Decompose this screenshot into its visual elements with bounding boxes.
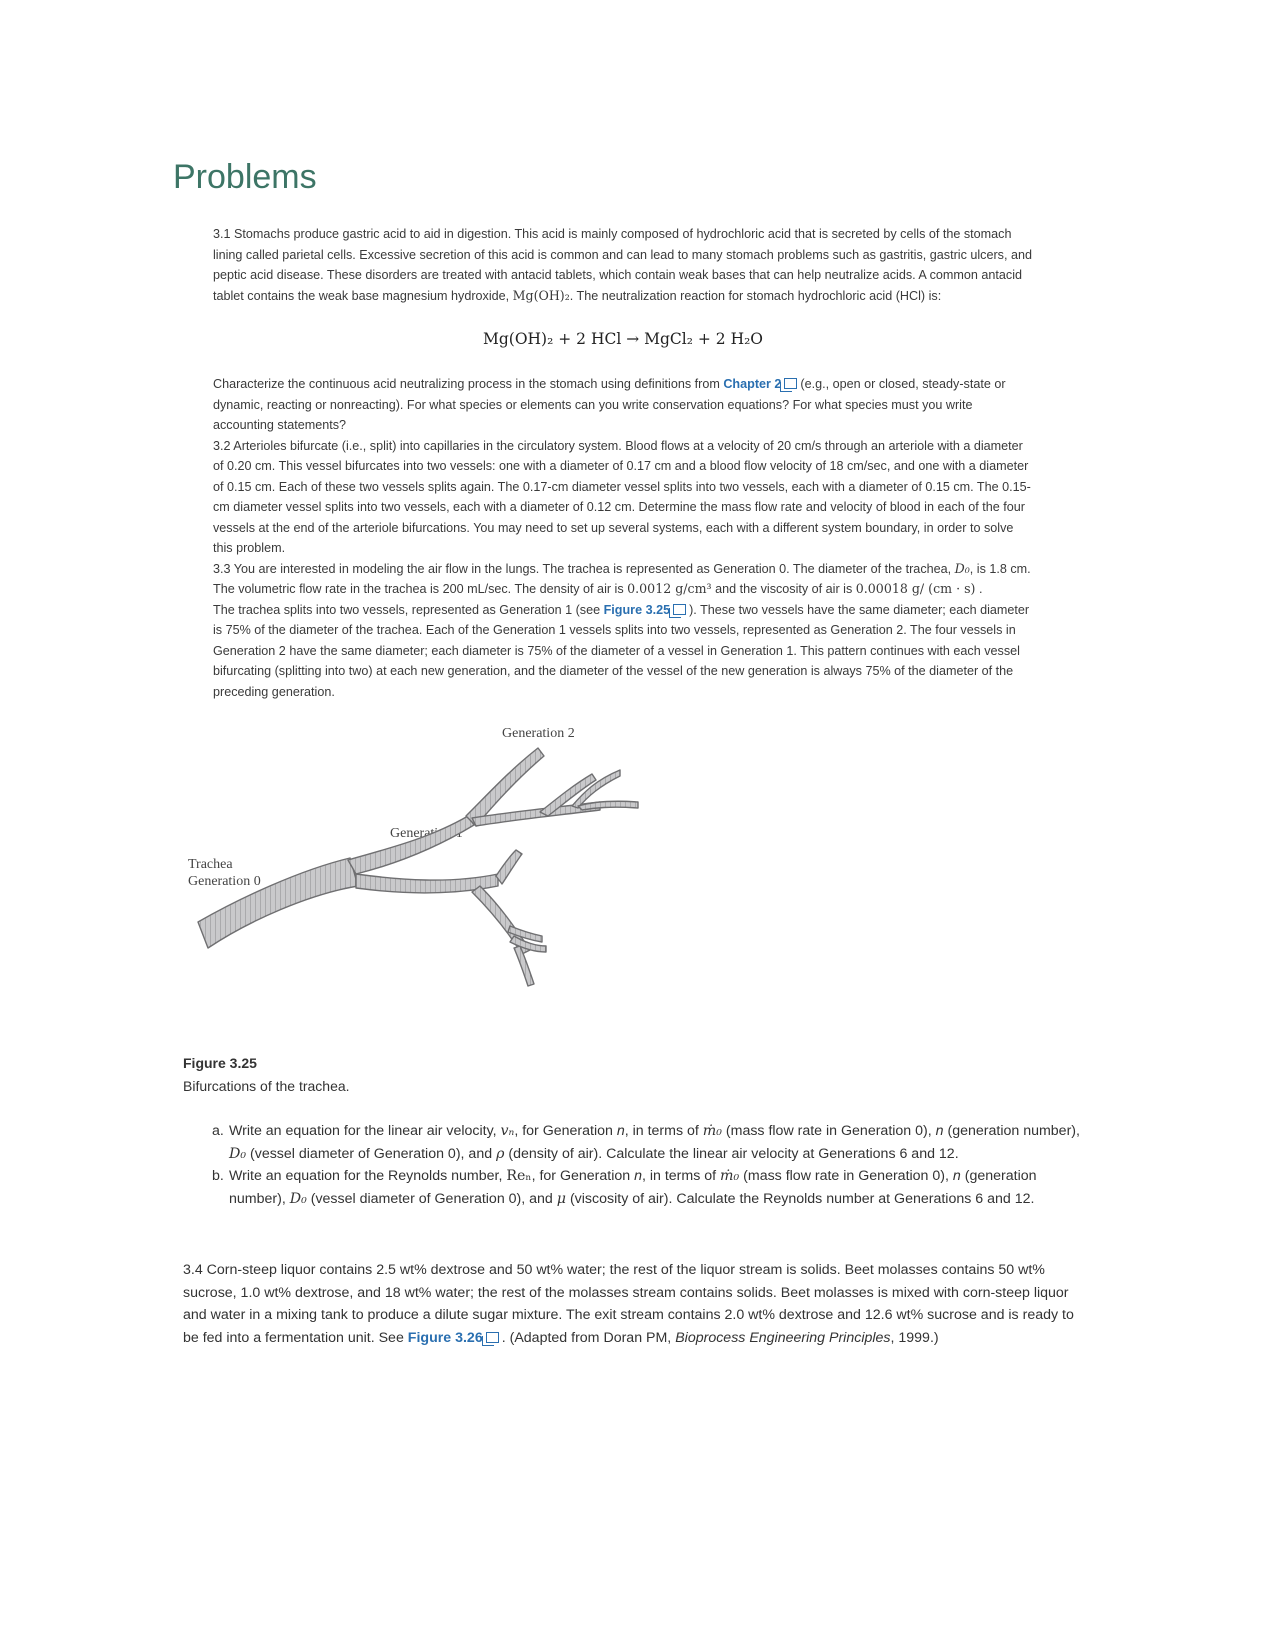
problem-3-4-text: 3.4 Corn-steep liquor contains 2.5 wt% dextrose and 50 wt% water; the rest of the liquor stream is solids. Beet molasses contains 50 wt% sucrose, 1.0 wt% dextrose, and 18 wt% water; the rest of the molasses stream contains solids. Beet molasses is mixed with corn-steep liquor and water in a mixing tank to produce a dilute sugar mixture. The exit stream contains 2.0 wt% dextrose and 12.6 wt% sucrose and is ready to be fed into a fermentation unit. See Figure 3.26 . (Adapted from Doran PM, Bioprocess Engineering Principles, 1999.) bbox=[183, 1262, 1074, 1346]
formula-mg-oh2: Mg(OH)₂ bbox=[512, 287, 570, 303]
external-link-icon[interactable] bbox=[784, 378, 797, 389]
label-trachea: Trachea bbox=[188, 857, 233, 872]
figure-3-25-link[interactable]: Figure 3.25 bbox=[603, 602, 671, 617]
label-generation-0: Generation 0 bbox=[188, 874, 261, 889]
d0-symbol: D₀ bbox=[954, 560, 970, 576]
chapter-2-link[interactable]: Chapter 2 bbox=[723, 377, 782, 391]
label-generation-2: Generation 2 bbox=[502, 726, 575, 741]
subquestion-list bbox=[212, 1120, 1082, 1210]
density-value: 0.0012 g/cm³ bbox=[627, 581, 712, 596]
equation-block bbox=[213, 329, 1033, 353]
problem-3-2-text: 3.2 Arterioles bifurcate (i.e., split) into capillaries in the circulatory system. Blood flows at a velocity of 20 cm/s through an arteriole with a diameter of 0.20 cm. This vessel bifurcates into two vessels: one with a diameter of 0.17 cm and a blood flow velocity of 18 cm/sec, and one with a diameter of 0.15 cm. Each of these two vessels splits again. The 0.17-cm diameter vessel splits into two vessels, each with a diameter of 0.15 cm. The 0.15-cm diameter vessel splits into two vessels, each with a diameter of 0.12 cm. Determine the mass flow rate and velocity of blood in each of the four vessels at the end of the arteriole bifurcations. You may need to set up several systems, each with a different system boundary, in order to solve this problem. bbox=[213, 438, 1031, 555]
external-link-icon[interactable] bbox=[673, 604, 686, 615]
problem-3-3-para2: The trachea splits into two vessels, represented as Generation 1 (see Figure 3.25 ). These two vessels have the same diameter; each diameter is 75% of the diameter of the trachea. Each of the Generation 1 vessels splits into two vessels, represented as Generation 2. The four vessels in Generation 2 have the same diameter; each diameter is 75% of the diameter of a vessel in Generation 1. This pattern continues with each vessel bifurcating (splitting into two) at each new generation, and the diameter of the vessel of the new generation is always 75% of the diameter of the preceding generation. bbox=[213, 602, 1030, 699]
list-item: b. Write an equation for the Reynolds number, Reₙ, for Generation n, in terms of ṁ₀ (mass flow rate in Generation 0), n (generation number), D₀ (vessel diameter of Generation 0), and μ (viscosity of air). Calculate the Reynolds number at Generations 6 and 12. bbox=[212, 1168, 1037, 1207]
external-link-icon[interactable] bbox=[486, 1332, 499, 1343]
problem-3-1-question: Characterize the continuous acid neutralizing process in the stomach using definitions from Chapter 2 (e.g., open or closed, steady-state or dynamic, reacting or nonreacting). For what species or elements can you write conservation equations? For what species must you write accounting statements? 3.2 Arterioles bifurcate (i.e., split) into capillaries in the circulatory system. Blood flows at a velocity of 20 cm/s through an arteriole with a diameter of 0.20 cm. This vessel bifurcates into two vessels: one with a diameter of 0.17 cm and a blood flow velocity of 18 cm/sec, and one with a diameter of 0.15 cm. Each of these two vessels splits again. The 0.17-cm diameter vessel splits into two vessels, each with a diameter of 0.15 cm. The 0.15-cm diameter vessel splits into two vessels, each with a diameter of 0.12 cm. Determine the mass flow rate and velocity of blood in each of the four vessels at the end of the arteriole bifurcations. You may need to set up several systems, each with a different system boundary, in order to solve this problem. 3.3 You are interested in modeling the air flow in the lungs. The trachea is represented as Generation 0. The diameter of the trachea, D₀, is 1.8 cm. The volumetric flow rate in the trachea is 200 mL/sec. The density of air is 0.0012 g/cm³ and the viscosity of air is 0.00018 g/ (cm · s) . The trachea splits into two vessels, represented as Generation 1 (see Figure 3.25 ). These two vessels have the same diameter; each diameter is 75% of the diameter of the trachea. Each of the Generation 1 vessels splits into two vessels, represented as Generation 2. The four vessels in Generation 2 have the same diameter; each diameter is 75% of the diameter of a vessel in Generation 1. This pattern continues with each vessel bifurcating (splitting into two) at each new generation, and the diameter of the vessel of the new generation is always 75% of the diameter of the preceding generation. bbox=[213, 374, 1033, 702]
branch-gen3-c bbox=[578, 801, 638, 810]
trachea-bifurcation-figure bbox=[180, 726, 620, 1015]
list-item: a. Write an equation for the linear air velocity, vₙ, for Generation n, in terms of ṁ₀ (mass flow rate in Generation 0), n (generation number), D₀ (vessel diameter of Generation 0), and ρ (density of air). Calculate the linear air velocity at Generations 6 and 12. bbox=[212, 1123, 1080, 1162]
figure-caption-text: Bifurcations of the trachea. bbox=[183, 1078, 350, 1094]
page-title: Problems bbox=[173, 158, 317, 196]
label-generation-1: Generation 1 bbox=[390, 826, 463, 841]
viscosity-value: 0.00018 g/ (cm · s) bbox=[855, 581, 976, 596]
figure-caption-title: Figure 3.25 bbox=[183, 1055, 257, 1071]
figure-3-26-link[interactable]: Figure 3.26 bbox=[407, 1329, 483, 1346]
problem-3-1-text: 3.1 Stomachs produce gastric acid to aid in digestion. This acid is mainly composed of hydrochloric acid that is secreted by cells of the stomach lining called parietal cells. Excessive secretion of this acid is common and can lead to many stomach problems such as gastritis, gastric ulcers, and peptic acid disease. These disorders are treated with antacid tablets, which contain weak bases that can help neutralize acids. A common antacid tablet contains the weak base magnesium hydroxide, Mg(OH)₂. The neutralization reaction for stomach hydrochloric acid (HCl) is: bbox=[213, 227, 1032, 303]
airway-tree bbox=[198, 748, 638, 986]
branch-upper bbox=[348, 816, 474, 874]
branch-gen2-d bbox=[496, 850, 522, 884]
neutralization-equation: Mg(OH)₂ + 2 HCl → MgCl₂ + 2 H₂O bbox=[482, 330, 764, 348]
problem-3-1 bbox=[213, 224, 1033, 306]
problem-3-3-text: 3.3 You are interested in modeling the air flow in the lungs. The trachea is represented as Generation 0. The diameter of the trachea, D₀, is 1.8 cm. The volumetric flow rate in the trachea is 200 mL/sec. The density of air is 0.0012 g/cm³ and the viscosity of air is 0.00018 g/ (cm · s) . bbox=[213, 560, 1031, 596]
